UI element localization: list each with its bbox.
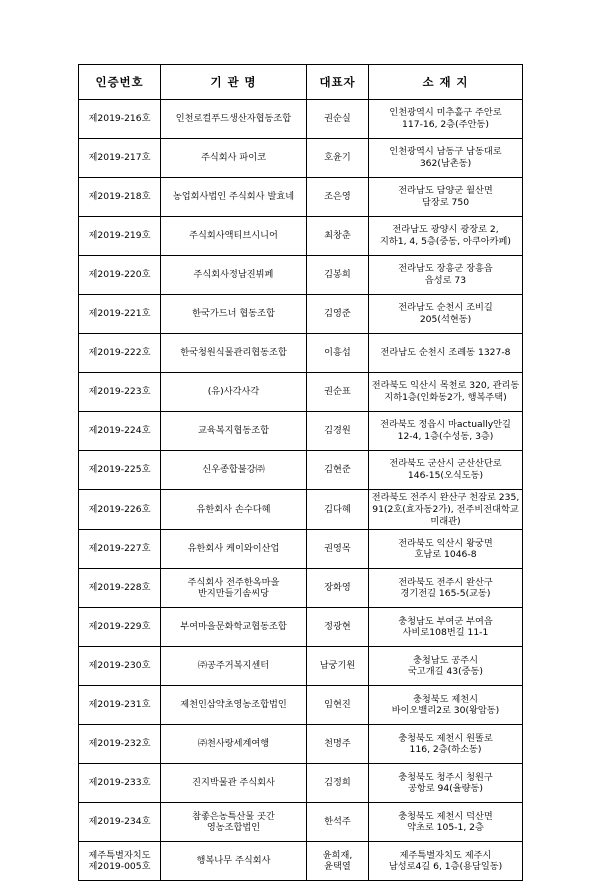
cell-text-line: 제2019-226호 — [88, 503, 151, 515]
cell-text-line: 권순표 — [324, 386, 351, 398]
cell-organization — [161, 178, 307, 217]
cell-cert-number — [79, 686, 161, 725]
cell-cert-number — [79, 647, 161, 686]
cell-organization — [161, 686, 307, 725]
cell-organization — [161, 100, 307, 139]
cell-text-line: 주식회사 전주한옥마을 — [187, 576, 280, 588]
cell-text-line: 윤희재, — [322, 849, 353, 861]
cell-text-line: 주식회사 파이코 — [200, 152, 267, 164]
cell-text-line: 담장로 750 — [421, 197, 470, 208]
cell-representative — [307, 100, 369, 139]
column-header-location: 소 재 지 — [369, 65, 523, 100]
cell-text-line: 제2019-222호 — [88, 347, 151, 359]
cell-text-line: 전라북도 익산시 목천로 320, 관리동 — [371, 380, 520, 392]
cell-text-line: 바이오밸리2로 30(왕암동) — [391, 705, 500, 717]
cell-location — [369, 334, 523, 373]
table-row — [79, 217, 523, 256]
cell-organization — [161, 569, 307, 608]
cell-location — [369, 100, 523, 139]
cell-text-line: 유한회사 케이와이산업 — [187, 543, 280, 555]
table-row — [79, 530, 523, 569]
cell-text-line: 충청북도 제천시 원똘로 — [398, 732, 493, 744]
cell-text-line: 인천로컬푸드생산자협동조합 — [175, 113, 292, 125]
cell-text-line: 최창춘 — [324, 230, 351, 242]
cell-text-line: 김다혜 — [324, 503, 351, 515]
cell-representative — [307, 608, 369, 647]
cell-text-line: 인천광역시 남동구 남동대로 — [389, 146, 502, 158]
cell-organization — [161, 217, 307, 256]
cell-representative — [307, 451, 369, 490]
cell-text-line: 전라북도 전주시 완산구 — [398, 576, 493, 588]
cell-text-line: 호남로 1046-8 — [414, 549, 477, 561]
cell-text-line: 조은영 — [324, 191, 351, 203]
table-row — [79, 334, 523, 373]
cell-text-line: 전라남도 순천시 조비길 — [398, 302, 493, 314]
cell-text-line: 전라북도 정읍시 마actually안길 — [380, 419, 511, 431]
cell-text-line: 약초로 105-1, 2층 — [407, 822, 484, 834]
cell-cert-number — [79, 725, 161, 764]
cell-location — [369, 764, 523, 803]
cell-text-line: 제2019-233호 — [88, 777, 151, 789]
table-header — [79, 65, 523, 100]
cell-text-line: 제2019-220호 — [88, 269, 151, 281]
table-row — [79, 451, 523, 490]
column-header-organization: 기 관 명 — [161, 65, 307, 100]
cell-location — [369, 608, 523, 647]
cell-text-line: 충청남도 공주시 — [412, 654, 479, 666]
cell-text-line: 권영목 — [324, 543, 351, 555]
cell-location — [369, 569, 523, 608]
cell-text-line: 반지만들기솜씨당 — [197, 588, 269, 600]
table-row — [79, 295, 523, 334]
cell-representative — [307, 256, 369, 295]
table-row — [79, 725, 523, 764]
cell-cert-number — [79, 530, 161, 569]
cell-organization — [161, 295, 307, 334]
cell-text-line: 권순실 — [324, 113, 351, 125]
cell-cert-number — [79, 217, 161, 256]
cell-location — [369, 686, 523, 725]
cell-organization — [161, 803, 307, 842]
cell-text-line: 제2019-223호 — [88, 386, 151, 398]
cell-location — [369, 530, 523, 569]
cell-representative — [307, 490, 369, 530]
cell-text-line: 제천인삼약초영농조합법인 — [180, 699, 287, 711]
cell-text-line: 충청북도 제천시 덕산면 — [398, 810, 493, 822]
cell-text-line: 신우종합불강㈜ — [202, 464, 265, 476]
cell-cert-number — [79, 569, 161, 608]
cell-text-line: 김현준 — [324, 464, 351, 476]
cell-organization — [161, 373, 307, 412]
cell-representative — [307, 373, 369, 412]
table-row — [79, 139, 523, 178]
cell-text-line: 공항로 94(율량동) — [407, 783, 484, 795]
cell-representative — [307, 686, 369, 725]
table-row — [79, 647, 523, 686]
cell-text-line: 한국청원식물관리협동조합 — [180, 347, 287, 359]
cell-location — [369, 178, 523, 217]
certification-table — [78, 64, 523, 881]
cell-text-line: 제2019-216호 — [88, 113, 151, 125]
cell-representative — [307, 178, 369, 217]
cell-text-line: 제2019-234호 — [88, 816, 151, 828]
cell-text-line: 정광현 — [324, 621, 351, 633]
cell-text-line: 제2019-232호 — [88, 738, 151, 750]
cell-organization — [161, 608, 307, 647]
cell-cert-number — [79, 295, 161, 334]
cell-text-line: 제2019-227호 — [88, 543, 151, 555]
cell-representative — [307, 803, 369, 842]
cell-text-line: 임현진 — [324, 699, 351, 711]
cell-text-line: 사비로108번길 11-1 — [402, 627, 489, 639]
cell-location — [369, 725, 523, 764]
cell-text-line: 김정희 — [324, 777, 351, 789]
cell-text-line: 제2019-225호 — [88, 464, 151, 476]
cell-text-line: 윤택열 — [324, 861, 351, 873]
cell-text-line: 충청남도 부여군 부여읍 — [398, 615, 493, 627]
cell-text-line: 경기전길 165-5(교동) — [400, 588, 491, 600]
cell-organization — [161, 334, 307, 373]
cell-organization — [161, 451, 307, 490]
table-body — [79, 100, 523, 881]
cell-text-line: 영농조합법인 — [206, 822, 261, 834]
cell-location — [369, 295, 523, 334]
cell-location — [369, 412, 523, 451]
cell-organization — [161, 490, 307, 530]
cell-cert-number — [79, 178, 161, 217]
cell-text-line: 지하1층(인화동2가, 행복주택) — [384, 392, 507, 403]
cell-text-line: 전라북도 군산시 군산산단로 — [389, 458, 502, 470]
table-row — [79, 100, 523, 139]
cell-text-line: 주식회사액티브시니어 — [189, 230, 278, 242]
cell-text-line: 천명주 — [324, 738, 351, 750]
cell-representative — [307, 530, 369, 569]
cell-text-line: 호윤기 — [324, 152, 351, 164]
cell-organization — [161, 412, 307, 451]
cell-location — [369, 256, 523, 295]
cell-cert-number — [79, 764, 161, 803]
cell-text-line: 제주특별자치도 — [88, 849, 151, 861]
cell-location — [369, 217, 523, 256]
cell-cert-number — [79, 100, 161, 139]
cell-text-line: 146-15(오식도동) — [407, 470, 484, 481]
cell-text-line: 제2019-230호 — [88, 660, 151, 672]
cell-representative — [307, 569, 369, 608]
cell-text-line: 12-4, 1층(수성동, 3층) — [397, 431, 494, 442]
cell-text-line: 주식회사정남진뷔페 — [193, 269, 274, 281]
cell-text-line: ㈜공주거복지센터 — [197, 660, 270, 672]
cell-text-line: 장화영 — [324, 582, 351, 594]
table-row — [79, 764, 523, 803]
cell-text-line: 유한회사 손수다혜 — [196, 503, 271, 515]
cell-text-line: 읍성로 73 — [424, 275, 467, 286]
cell-location — [369, 803, 523, 842]
cell-text-line: 제주특별자치도 제주시 — [399, 849, 492, 861]
table-row — [79, 373, 523, 412]
cell-location — [369, 451, 523, 490]
cell-text-line: 제2019-228호 — [88, 582, 151, 594]
cell-representative — [307, 647, 369, 686]
cell-text-line: 제2019-229호 — [88, 621, 151, 633]
cell-cert-number — [79, 412, 161, 451]
cell-location — [369, 373, 523, 412]
cell-location — [369, 490, 523, 530]
cell-text-line: 전라북도 익산시 왕궁면 — [398, 537, 493, 549]
cell-text-line: 참좋은농특산물 곳간 — [192, 810, 275, 822]
cell-organization — [161, 139, 307, 178]
cell-text-line: 충청북도 제천시 — [412, 693, 479, 705]
cell-text-line: 제2019-219호 — [88, 230, 151, 242]
cell-organization — [161, 647, 307, 686]
cell-text-line: 한석주 — [324, 816, 351, 828]
column-header-cert-number: 인증번호 — [79, 65, 161, 100]
cell-text-line: (유)사각사각 — [207, 386, 260, 398]
cell-cert-number — [79, 803, 161, 842]
cell-text-line: 제2019-221호 — [88, 308, 151, 320]
cell-text-line: 전라남도 광양시 광장로 2, — [392, 224, 499, 236]
cell-representative — [307, 725, 369, 764]
cell-representative — [307, 295, 369, 334]
cell-text-line: 205(석현동) — [419, 314, 472, 325]
cell-cert-number — [79, 608, 161, 647]
cell-representative — [307, 334, 369, 373]
cell-text-line: 교육복지협동조합 — [197, 425, 269, 437]
cell-text-line: 전라남도 담양군 월산면 — [398, 185, 493, 197]
cell-text-line: 제2019-231호 — [88, 699, 151, 711]
cell-text-line: 한국가드너 협동조합 — [192, 308, 275, 320]
table-row — [79, 178, 523, 217]
cell-text-line: 인천광역시 미추홀구 주안로 — [389, 107, 502, 119]
cell-organization — [161, 725, 307, 764]
table-row — [79, 803, 523, 842]
column-header-representative: 대표자 — [307, 65, 369, 100]
cell-text-line: 김영준 — [324, 308, 351, 320]
cell-text-line: 김봉희 — [324, 269, 351, 281]
cell-cert-number — [79, 139, 161, 178]
table-row — [79, 608, 523, 647]
table-row — [79, 686, 523, 725]
cell-text-line: 충청북도 청주시 청원구 — [398, 771, 493, 783]
cell-text-line: 제2019-217호 — [88, 152, 151, 164]
table-row — [79, 256, 523, 295]
table-row — [79, 412, 523, 451]
cell-text-line: ㈜천사랑세계여행 — [197, 738, 270, 750]
cell-text-line: 부여마을문화학교협동조합 — [180, 621, 287, 633]
cell-representative — [307, 412, 369, 451]
cell-organization — [161, 764, 307, 803]
cell-location — [369, 139, 523, 178]
cell-text-line: 제2019-005호 — [88, 861, 151, 873]
table-row — [79, 569, 523, 608]
cell-text-line: 362(남촌동) — [419, 158, 472, 169]
cell-cert-number — [79, 490, 161, 530]
cell-text-line: 행복나무 주식회사 — [196, 855, 271, 867]
cell-text-line: 이흥섭 — [324, 347, 351, 359]
cell-text-line: 진지박물관 주식회사 — [192, 777, 275, 789]
cell-text-line: 농업회사법인 주식회사 발효네 — [172, 191, 295, 203]
cell-representative — [307, 764, 369, 803]
cell-text-line: 91(2호(효자동2가), 전주비전대학교 미래관) — [372, 503, 519, 527]
table-header-row — [79, 65, 523, 100]
cell-cert-number — [79, 451, 161, 490]
cell-text-line: 남궁기원 — [319, 660, 356, 672]
cell-text-line: 전라북도 전주시 완산구 천잠로 235, — [371, 492, 520, 503]
cell-text-line: 전라남도 장흥군 장흥읍 — [398, 263, 493, 275]
cell-text-line: 116, 2층(하소동) — [409, 744, 482, 756]
cell-text-line: 김경원 — [324, 425, 351, 437]
cell-organization — [161, 530, 307, 569]
cell-cert-number — [79, 256, 161, 295]
cell-text-line: 전라남도 순천시 조례동 1327-8 — [380, 347, 511, 359]
cell-organization — [161, 256, 307, 295]
cell-cert-number — [79, 373, 161, 412]
cell-representative — [307, 217, 369, 256]
cell-text-line: 제2019-218호 — [88, 191, 151, 203]
cell-text-line: 국고개길 43(중동) — [407, 666, 484, 678]
cell-representative — [307, 139, 369, 178]
cell-text-line: 117-16, 2층(주안동) — [402, 119, 489, 130]
cell-location — [369, 647, 523, 686]
cell-text-line: 지하1, 4, 5층(중동, 아쿠아카페) — [380, 236, 511, 247]
cell-text-line: 제2019-224호 — [88, 425, 151, 437]
cell-text-line: 남성로4길 6, 1층(용담일동) — [388, 861, 503, 873]
table-row — [79, 490, 523, 530]
cell-cert-number — [79, 334, 161, 373]
